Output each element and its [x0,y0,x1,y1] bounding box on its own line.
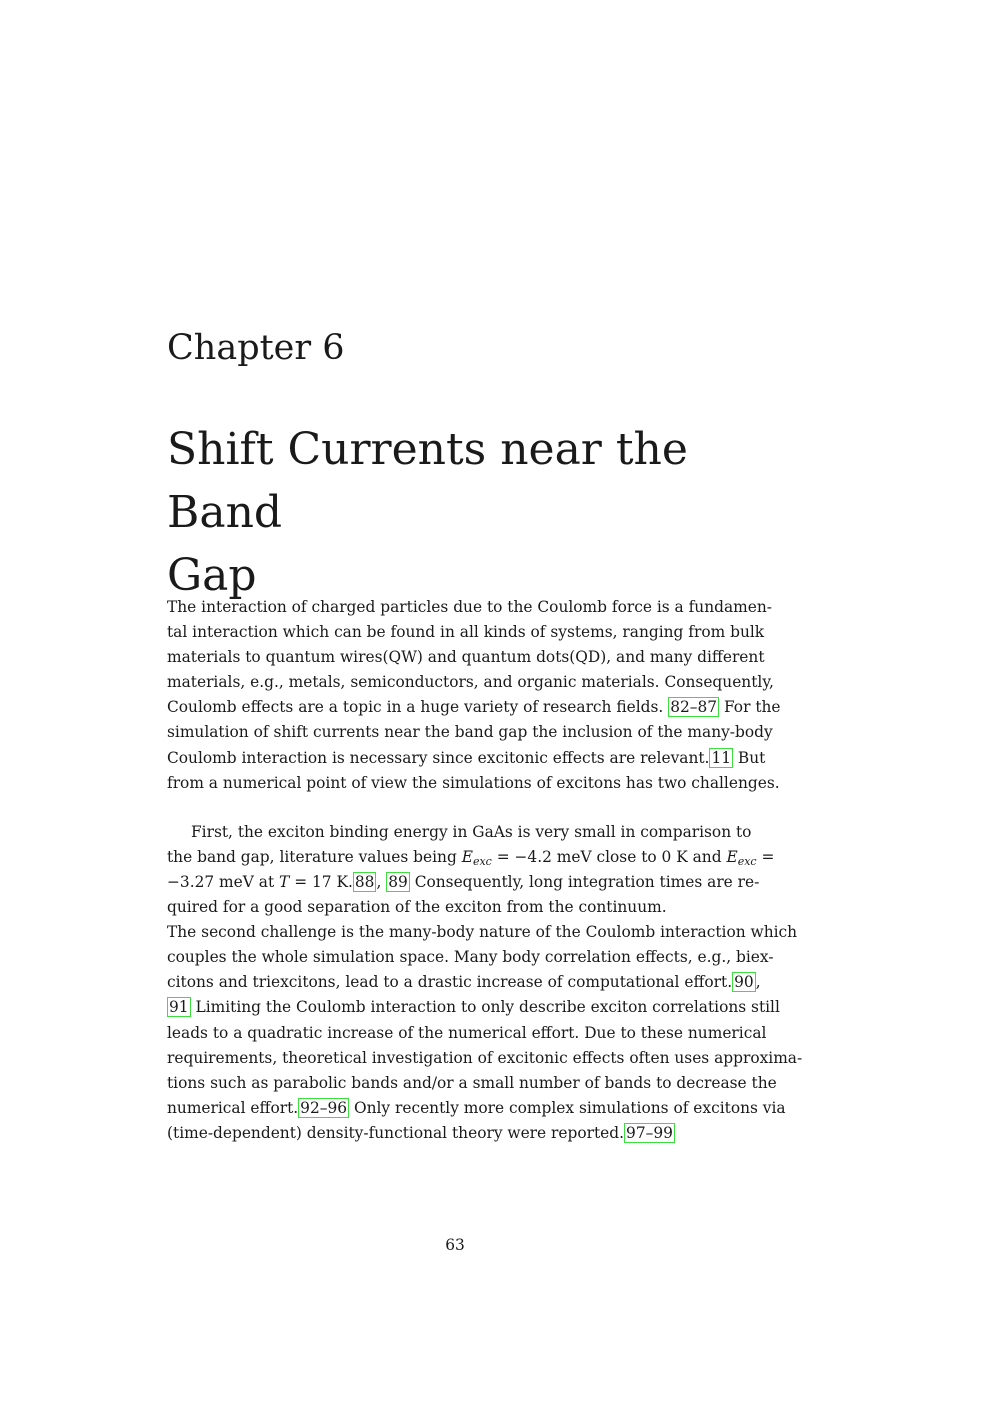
text-run: numerical effort. [167,1098,299,1117]
text-line: tal interaction which can be found in all kinds of systems, ranging from bulk [167,623,765,642]
text-run: = −4.2 meV close to 0 K and [491,847,727,866]
citation-link[interactable] [298,1098,349,1118]
citation-link[interactable]: 88 [354,872,375,891]
citation-link[interactable]: 91 [169,998,189,1017]
math-subscript: exc [737,854,757,868]
math-symbol-e: E [461,847,473,866]
paragraph-3 [167,920,803,1146]
chapter-title-line-1: Shift Currents near the Band [167,424,688,538]
text-run: But [733,748,766,767]
chapter-title-line-2: Gap [167,550,257,601]
citation-dash: – [645,1123,654,1142]
citation-end[interactable]: 99 [653,1123,673,1142]
citation-dash: – [689,698,698,717]
text-run: −3.27 meV at [167,872,280,891]
text-line: from a numerical point of view the simulations of excitons has two challenges. [167,773,780,792]
text-run: For the [719,698,781,717]
citation-start[interactable]: 82 [670,698,690,717]
text-line: The second challenge is the many-body nature of the Coulomb interaction which [167,923,798,942]
text-line: quired for a good separation of the exciton from the continuum. [167,898,667,917]
citation-separator: , [376,872,387,891]
text-line [167,1121,745,1146]
text-line: tions such as parabolic bands and/or a small number of bands to decrease the [167,1073,777,1092]
text-run: Coulomb effects are a topic in a huge variety of research fields. [167,698,669,717]
text-run: (time-dependent) density-functional theory were reported. [167,1123,625,1142]
text-line: simulation of shift currents near the band gap the inclusion of the many-body [167,723,773,742]
text-line [167,995,780,1020]
citation-link[interactable] [668,697,719,717]
math-symbol-e: E [726,847,738,866]
paragraph-spacer [167,796,745,820]
chapter-title [167,418,787,607]
text-line [167,845,775,870]
text-run: Only recently more complex simulations of excitons via [349,1098,786,1117]
text-line: requirements, theoretical investigation of excitonic effects often uses approxima- [167,1048,803,1067]
text-line: couples the whole simulation space. Many body correlation effects, e.g., biex- [167,948,774,967]
text-run: Coulomb interaction is necessary since excitonic effects are relevant. [167,748,710,767]
citation-end[interactable]: 87 [697,698,718,717]
citation-link[interactable]: 90 [734,973,754,992]
text-line [167,746,766,771]
text-run: Limiting the Coulomb interaction to only describe exciton correlations still [190,998,780,1017]
math-symbol-t: T [279,872,290,891]
citation-separator: , [755,973,761,992]
citation-start[interactable]: 92 [300,1098,320,1117]
text-line [167,970,761,995]
math-subscript: exc [472,854,492,868]
text-line: First, the exciton binding energy in GaAs is very small in comparison to [191,822,752,841]
text-run: the band gap, literature values being [167,847,462,866]
paragraph-2 [167,820,775,920]
body-text [167,595,803,1146]
citation-link[interactable] [624,1123,675,1143]
text-line: materials, e.g., metals, semiconductors, and organic materials. Consequently, [167,673,774,692]
text-line: The interaction of charged particles due to the Coulomb force is a fundamen- [167,598,772,616]
citation-end[interactable]: 96 [327,1098,348,1117]
text-line: materials to quantum wires(QW) and quantum dots(QD), and many different [167,648,765,667]
citation-dash: – [319,1098,328,1117]
text-line [167,1096,786,1121]
page-number: 63 [445,1236,465,1254]
text-run: = 17 K. [289,872,353,891]
text-line [167,870,760,895]
text-run: = [756,847,775,866]
paragraph-1 [167,595,781,796]
citation-link[interactable]: 89 [388,872,408,891]
citation-link[interactable]: 11 [711,748,732,767]
citation-start[interactable]: 97 [626,1123,646,1142]
text-run: citons and triexcitons, lead to a drastic increase of computational effort. [167,973,733,992]
text-run: Consequently, long integration times are re- [409,872,760,891]
text-line: leads to a quadratic increase of the numerical effort. Due to these numerical [167,1023,767,1042]
chapter-label: Chapter 6 [167,328,345,368]
text-line [167,695,781,720]
